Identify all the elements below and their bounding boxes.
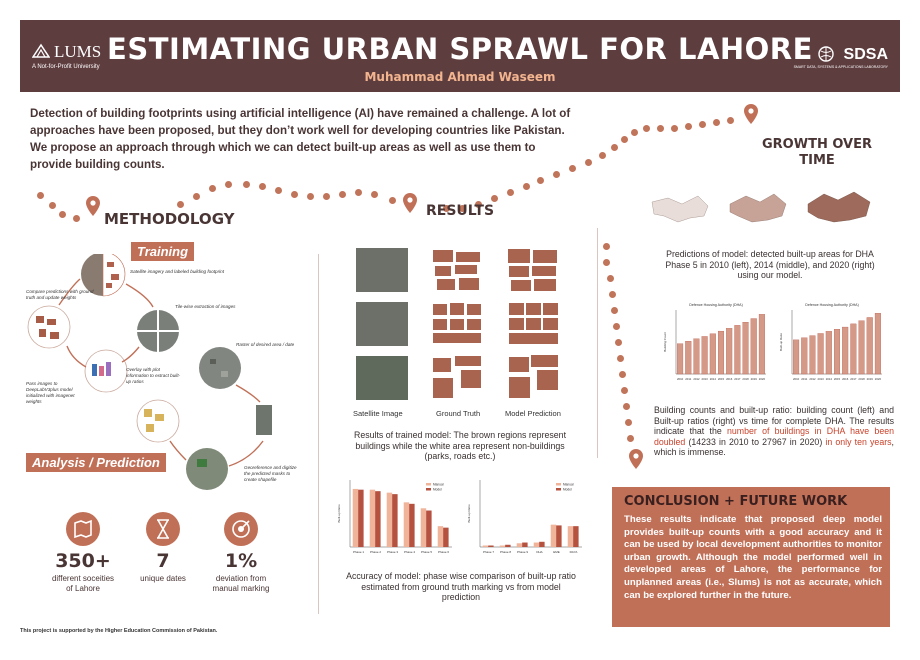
mask-circle [28, 306, 70, 348]
path-dot [713, 119, 720, 126]
col-satellite-label: Satellite Image [353, 409, 403, 418]
growth-heading-line1: GROWTH OVER [762, 137, 872, 152]
bar-model [573, 526, 578, 547]
accuracy-chart-phases-1-6 [336, 474, 456, 559]
legend-label: Manual [433, 482, 444, 487]
x-tick-label: Phase 5 [420, 550, 433, 554]
path-dot [625, 419, 632, 426]
bar-manual [517, 543, 522, 547]
footer-note: This project is supported by the Higher Education Commission of Pakistan. [20, 628, 218, 634]
lums-subtitle: A Not-for-Profit University [32, 64, 100, 70]
legend-label: Model [433, 487, 442, 492]
bar [702, 336, 708, 374]
y-axis-label: Built-up Ratio [779, 332, 783, 352]
sdsa-subtitle: SMART DATA, SYSTEMS & APPLICATIONS LABORATORY [793, 65, 888, 69]
column-divider [597, 228, 598, 458]
bar [810, 336, 816, 374]
path-dot [209, 185, 216, 192]
path-dot [491, 195, 498, 202]
path-dot [523, 183, 530, 190]
bar [851, 324, 857, 374]
bar-manual [421, 508, 426, 547]
bar-manual [438, 526, 443, 547]
results-caption-2: Accuracy of model: phase wise comparison of built-up ratio estimated from ground truth marking vs from model prediction [346, 571, 576, 602]
location-pin-icon [629, 449, 643, 469]
path-dot [259, 183, 266, 190]
training-banner: Training [131, 242, 194, 261]
overlay-circle [85, 350, 127, 392]
bar-model [409, 504, 414, 547]
x-tick-label: 2015 [717, 377, 725, 381]
stat-dates-label: unique dates [140, 574, 186, 583]
legend-swatch [426, 488, 431, 491]
bar-manual [483, 546, 488, 547]
x-tick-label: 2018 [858, 377, 865, 381]
growth-caption-2-start: Building counts and built-up ratio: building count (left) and Built-up ratios (right) vs time for complete DHA. The results indicate that the [654, 405, 894, 436]
note-raster: Raster of desired area / date [236, 342, 295, 347]
note-compare: Compare predictions with ground truth and update weights [26, 289, 94, 300]
results-caption-1: Results of trained model: The brown regions represent buildings while the white area represent non-buildings (parks, roads etc.) [353, 430, 567, 461]
x-tick-label: 2017 [734, 377, 741, 381]
tile-circle [137, 310, 179, 352]
path-dot [619, 371, 626, 378]
legend-label: Model [563, 487, 572, 492]
stat-dates-number: 7 [156, 550, 170, 572]
path-dot [371, 191, 378, 198]
bar [801, 338, 807, 374]
bar-manual [568, 526, 573, 547]
path-dot [607, 275, 614, 282]
path-dot [177, 201, 184, 208]
x-tick-label: 2011 [685, 377, 692, 381]
sdsa-name: SDSA [843, 46, 888, 63]
conclusion-body: These results indicate that proposed deep model provides built-up counts with a good accuracy and it can be used by local development authorities to monitor urban growth. Although the model performed well in developed areas of Lahore, the performance for unplanned areas (i.e., Slums) is not as accurate, which can be explored further in the future. [624, 514, 882, 601]
bar-model [505, 545, 510, 547]
growth-caption-1: Predictions of model: detected built-up areas for DHA Phase 5 in 2010 (left), 2014 (middle), and 2020 (right) using our model. [665, 249, 875, 280]
bar [759, 314, 765, 374]
accuracy-chart-phases-7-raya [466, 474, 586, 559]
satellite-thumb [356, 356, 408, 400]
path-dot [623, 403, 630, 410]
note-tile: Tile-wise extraction of images [175, 304, 236, 309]
results-heading: RESULTS [426, 203, 495, 219]
header-banner [20, 20, 900, 92]
path-dot [657, 125, 664, 132]
path-dot [617, 355, 624, 362]
bar-manual [551, 525, 556, 547]
bar [726, 328, 732, 374]
bar [842, 327, 848, 374]
stat-societies-label: different soceities of Lahore [51, 574, 115, 593]
path-dot [73, 215, 80, 222]
growth-caption-2 [654, 405, 894, 458]
x-tick-label: RAYA [569, 550, 578, 554]
path-dot [613, 323, 620, 330]
bar [735, 325, 741, 374]
chart-title: Defence Housing Authority (DHA) [805, 303, 859, 307]
x-tick-label: Phase 4 [403, 550, 416, 554]
note-satellite: Satellite imagery and labeled building footprint [130, 269, 224, 274]
x-tick-label: 2014 [709, 377, 716, 381]
x-tick-label: 2016 [726, 377, 733, 381]
x-tick-label: Phase 3 [386, 550, 399, 554]
x-tick-label: 2011 [801, 377, 808, 381]
legend-label: Manual [563, 482, 574, 487]
tile-raster-circle [252, 401, 272, 441]
digitize-circle [186, 448, 228, 490]
path-dot [307, 193, 314, 200]
target-stat-circle [224, 512, 258, 546]
x-tick-label: DHA [536, 550, 543, 554]
path-dot [507, 189, 514, 196]
bar-manual [353, 489, 358, 547]
bar-model [358, 490, 363, 547]
path-dot [631, 129, 638, 136]
path-dot [621, 136, 628, 143]
methodology-heading: METHODOLOGY [104, 210, 235, 228]
bar-model [556, 525, 561, 547]
x-tick-label: 2010 [676, 377, 684, 381]
path-dot [49, 202, 56, 209]
x-tick-label: 2020 [758, 377, 766, 381]
x-tick-label: Phase 2 [369, 550, 382, 554]
note-overlay: Overlay with plot information to extract built-up ratios [126, 367, 181, 384]
path-dot [615, 339, 622, 346]
path-dot [599, 152, 606, 159]
path-dot [243, 181, 250, 188]
map-stat-circle [66, 512, 100, 546]
path-dot [621, 387, 628, 394]
target-icon [224, 512, 258, 546]
x-tick-label: EME [553, 550, 560, 554]
path-dot [291, 191, 298, 198]
bar [751, 319, 757, 374]
bar-model [375, 491, 380, 547]
y-axis-label: Building Count [663, 332, 667, 352]
x-tick-label: 2015 [833, 377, 841, 381]
x-tick-label: Phase 9 [516, 550, 529, 554]
path-dot [355, 189, 362, 196]
growth-heading-line2: TIME [799, 153, 835, 168]
legend-swatch [556, 483, 561, 486]
note-deeplab: Pass images to DeepLabV3plus model initialized with imagenet weights [26, 381, 75, 404]
path-dot [699, 121, 706, 128]
x-tick-label: 2018 [742, 377, 749, 381]
y-axis-label: Built-up Ratio [467, 504, 471, 523]
location-pin-icon [403, 193, 417, 213]
map-icon [66, 512, 100, 546]
col-prediction-label: Model Prediction [505, 409, 561, 418]
col-ground-truth-label: Ground Truth [436, 409, 481, 418]
x-tick-label: Phase 7 [482, 550, 495, 554]
bar-manual [370, 490, 375, 547]
stat-deviation-label: deviation from manual marking [212, 574, 270, 593]
bar-manual [404, 502, 409, 547]
raster-circle [199, 347, 241, 389]
legend-swatch [556, 488, 561, 491]
builtup-ratio-chart [778, 300, 886, 388]
path-dot [603, 259, 610, 266]
prediction-circle [137, 400, 179, 442]
path-dot [611, 307, 618, 314]
location-pin-icon [744, 104, 758, 124]
x-tick-label: 2016 [842, 377, 849, 381]
x-tick-label: 2013 [817, 377, 824, 381]
path-dot [685, 123, 692, 130]
x-tick-label: 2017 [850, 377, 857, 381]
poster-title: ESTIMATING URBAN SPRAWL FOR LAHORE [107, 32, 813, 66]
bar-manual [500, 546, 505, 547]
path-dot [553, 171, 560, 178]
building-count-chart [662, 300, 770, 388]
analysis-banner: Analysis / Prediction [26, 453, 166, 472]
conclusion-box [612, 487, 890, 627]
sdsa-brain-icon [818, 46, 834, 62]
x-tick-label: Phase 6 [437, 550, 450, 554]
path-dot [389, 197, 396, 204]
x-tick-label: 2010 [792, 377, 800, 381]
growth-heading [752, 137, 882, 169]
bar [710, 334, 716, 374]
conclusion-heading: CONCLUSION + FUTURE WORK [624, 494, 848, 509]
bar-model [539, 542, 544, 547]
x-tick-label: Phase 1 [352, 550, 365, 554]
bar-model [443, 528, 448, 547]
path-dot [627, 435, 634, 442]
bar [677, 344, 683, 374]
path-dot [225, 181, 232, 188]
column-divider [318, 254, 319, 614]
bar-model [392, 494, 397, 547]
path-dot [569, 165, 576, 172]
path-dot [37, 192, 44, 199]
path-dot [671, 125, 678, 132]
bar [867, 317, 873, 374]
satellite-thumb [356, 248, 408, 292]
x-tick-label: Phase 8 [499, 550, 512, 554]
bar-manual [387, 493, 392, 547]
lums-name: LUMS [54, 42, 102, 61]
x-tick-label: 2020 [874, 377, 882, 381]
bar [875, 313, 881, 374]
bar [793, 340, 799, 374]
ground-truth-thumbs [431, 248, 483, 400]
x-tick-label: 2012 [809, 377, 816, 381]
legend-swatch [426, 483, 431, 486]
bar [826, 331, 832, 374]
bar [859, 321, 865, 374]
chart-title: Defence Housing Authority (DHA) [689, 303, 743, 307]
path-dot [339, 191, 346, 198]
bar-model [522, 543, 527, 547]
bar-manual [534, 543, 539, 547]
bar [818, 333, 824, 374]
bar [685, 341, 691, 374]
stat-deviation-number: 1% [224, 550, 258, 572]
x-tick-label: 2014 [825, 377, 832, 381]
bar [743, 322, 749, 374]
bar-model [488, 546, 493, 547]
path-dot [727, 117, 734, 124]
path-dot [275, 187, 282, 194]
growth-caption-2-end: , which is immense. [654, 436, 894, 457]
hourglass-stat-circle [146, 512, 180, 546]
location-pin-icon [86, 196, 100, 216]
x-tick-label: 2012 [693, 377, 700, 381]
growth-caption-2-mid: (14233 in 2010 to 27967 in 2020) [685, 436, 826, 447]
path-dot [585, 159, 592, 166]
note-georeference: Georeference and digitize the predicted masks to create shapefile [244, 465, 297, 482]
model-prediction-thumbs [507, 248, 559, 400]
hourglass-icon [146, 512, 180, 546]
growth-highlight-doubled: number of buildings in DHA have been doubled [654, 426, 894, 447]
path-dot [609, 291, 616, 298]
x-tick-label: 2019 [866, 377, 873, 381]
path-dot [59, 211, 66, 218]
y-axis-label: Built-up Ratio [337, 504, 341, 523]
author-name: Muhammad Ahmad Waseem [364, 70, 556, 84]
path-dot [611, 144, 618, 151]
path-dot [193, 193, 200, 200]
bar [834, 329, 840, 374]
dha-growth-maps [648, 188, 878, 238]
stat-societies-number: 350+ [55, 550, 111, 572]
bar [694, 339, 700, 374]
path-dot [537, 177, 544, 184]
x-tick-label: 2013 [701, 377, 708, 381]
bar-model [426, 511, 431, 547]
x-tick-label: 2019 [750, 377, 757, 381]
intro-paragraph: Detection of building footprints using artificial intelligence (AI) have remained a challenge. A lot of approaches have been proposed, but they don’t work well for developing countries like Pakistan. We propose an approach through which we can detect built-up areas as well as use them to provide building counts. [30, 107, 571, 171]
path-dot [603, 243, 610, 250]
growth-highlight-ten-years: in only ten years [825, 436, 892, 447]
satellite-thumb [356, 302, 408, 346]
path-dot [323, 193, 330, 200]
path-dot [643, 125, 650, 132]
bar [718, 331, 724, 374]
